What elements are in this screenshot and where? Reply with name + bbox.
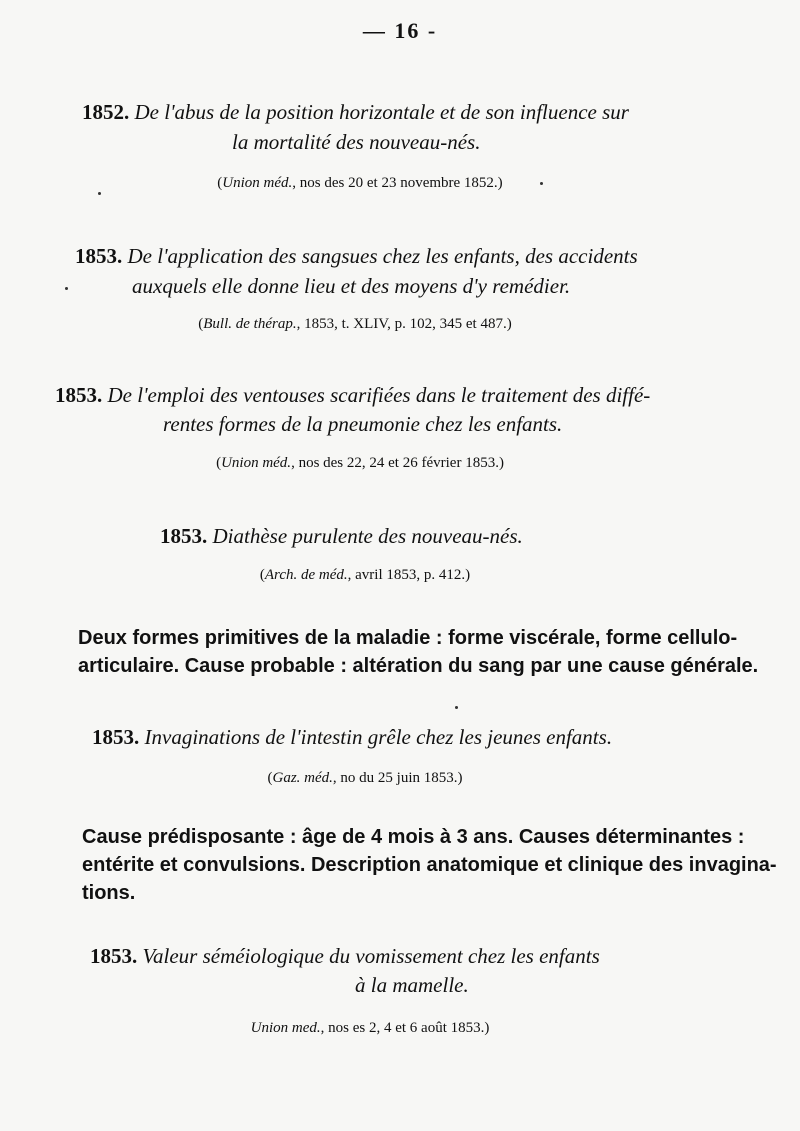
- entry-title-line: Diathèse purulente des nouveau-nés.: [212, 524, 523, 548]
- ref-source: Union méd.: [221, 455, 292, 471]
- entry-title: [90, 944, 600, 969]
- ref-source: Arch. de méd.: [264, 567, 348, 583]
- summary-line: entérite et convulsions. Description anatomique et clinique des invagina-: [82, 854, 777, 876]
- scan-speck: [98, 192, 101, 195]
- entry-title: [92, 725, 612, 750]
- entry-title-line: auxquels elle donne lieu et des moyens d'y remédier.: [132, 274, 571, 298]
- scan-speck: [540, 182, 543, 185]
- entry-reference: [230, 1020, 510, 1037]
- summary-line: Cause prédisposante : âge de 4 mois à 3 ans. Causes déterminantes :: [82, 826, 745, 848]
- ref-details: , nos des 20 et 23 novembre 1852.): [292, 175, 503, 191]
- summary-line: Deux formes primitives de la maladie : forme viscérale, forme cellulo-: [78, 627, 738, 649]
- entry-summary: [82, 823, 792, 907]
- entry-year: 1853.: [90, 944, 138, 968]
- entry-year: 1853.: [160, 524, 208, 548]
- entry-title-line: rentes formes de la pneumonie chez les enfants.: [163, 412, 563, 436]
- ref-source: Union méd.: [222, 175, 293, 191]
- scan-speck: [455, 706, 458, 709]
- summary-line: articulaire. Cause probable : altération du sang par une cause générale.: [78, 655, 759, 677]
- entry-year: 1853.: [75, 244, 123, 268]
- ref-details: , nos es 2, 4 et 6 août 1853.): [320, 1020, 490, 1036]
- entry-title-line: Invaginations de l'intestin grêle chez les jeunes enfants.: [144, 725, 613, 749]
- ref-details: , nos des 22, 24 et 26 février 1853.): [291, 455, 504, 471]
- entry-title: [160, 524, 523, 549]
- entry-title-line: à la mamelle.: [355, 973, 469, 997]
- entry-title: [75, 244, 638, 269]
- entry-reference: (Arch. de méd., avril 1853, p. 412.): [259, 567, 471, 583]
- entry-year: 1853.: [92, 725, 140, 749]
- ref-details: , no du 25 juin 1853.): [332, 770, 463, 786]
- entry-year: 1853.: [55, 383, 103, 407]
- entry-reference: (Gaz. méd., no du 25 juin 1853.): [267, 770, 463, 786]
- ref-details: , avril 1853, p. 412.): [347, 567, 471, 583]
- ref-source: Gaz. méd.: [272, 770, 333, 786]
- entry-reference: (Bull. de thérap., 1853, t. XLIV, p. 102, 345 et 487.): [198, 316, 512, 332]
- entry-title-line: De l'emploi des ventouses scarifiées dans le traitement des diffé-: [107, 383, 651, 407]
- entry-summary: [78, 624, 798, 680]
- entry-title: [55, 383, 650, 408]
- entry-title-line: Valeur séméiologique du vomissement chez les enfants: [142, 944, 600, 968]
- ref-details: , 1853, t. XLIV, p. 102, 345 et 487.): [296, 316, 512, 332]
- entry-reference: (Union méd., nos des 20 et 23 novembre 1852.): [217, 175, 503, 191]
- ref-source: Bull. de thérap.: [203, 316, 297, 332]
- entry-year: 1852.: [82, 100, 130, 124]
- entry-title-line: De l'application des sangsues chez les enfants, des accidents: [127, 244, 638, 268]
- entry-title-line: la mortalité des nouveau-nés.: [232, 130, 481, 154]
- entry-reference: (Union méd., nos des 22, 24 et 26 février 1853.): [216, 455, 504, 471]
- scan-speck: [65, 287, 68, 290]
- entry-title-line: De l'abus de la position horizontale et de son influence sur: [134, 100, 629, 124]
- page-number: — 16 -: [362, 18, 438, 43]
- ref-source: Union med.: [250, 1020, 321, 1036]
- summary-line: tions.: [82, 882, 136, 904]
- entry-title: [82, 100, 629, 125]
